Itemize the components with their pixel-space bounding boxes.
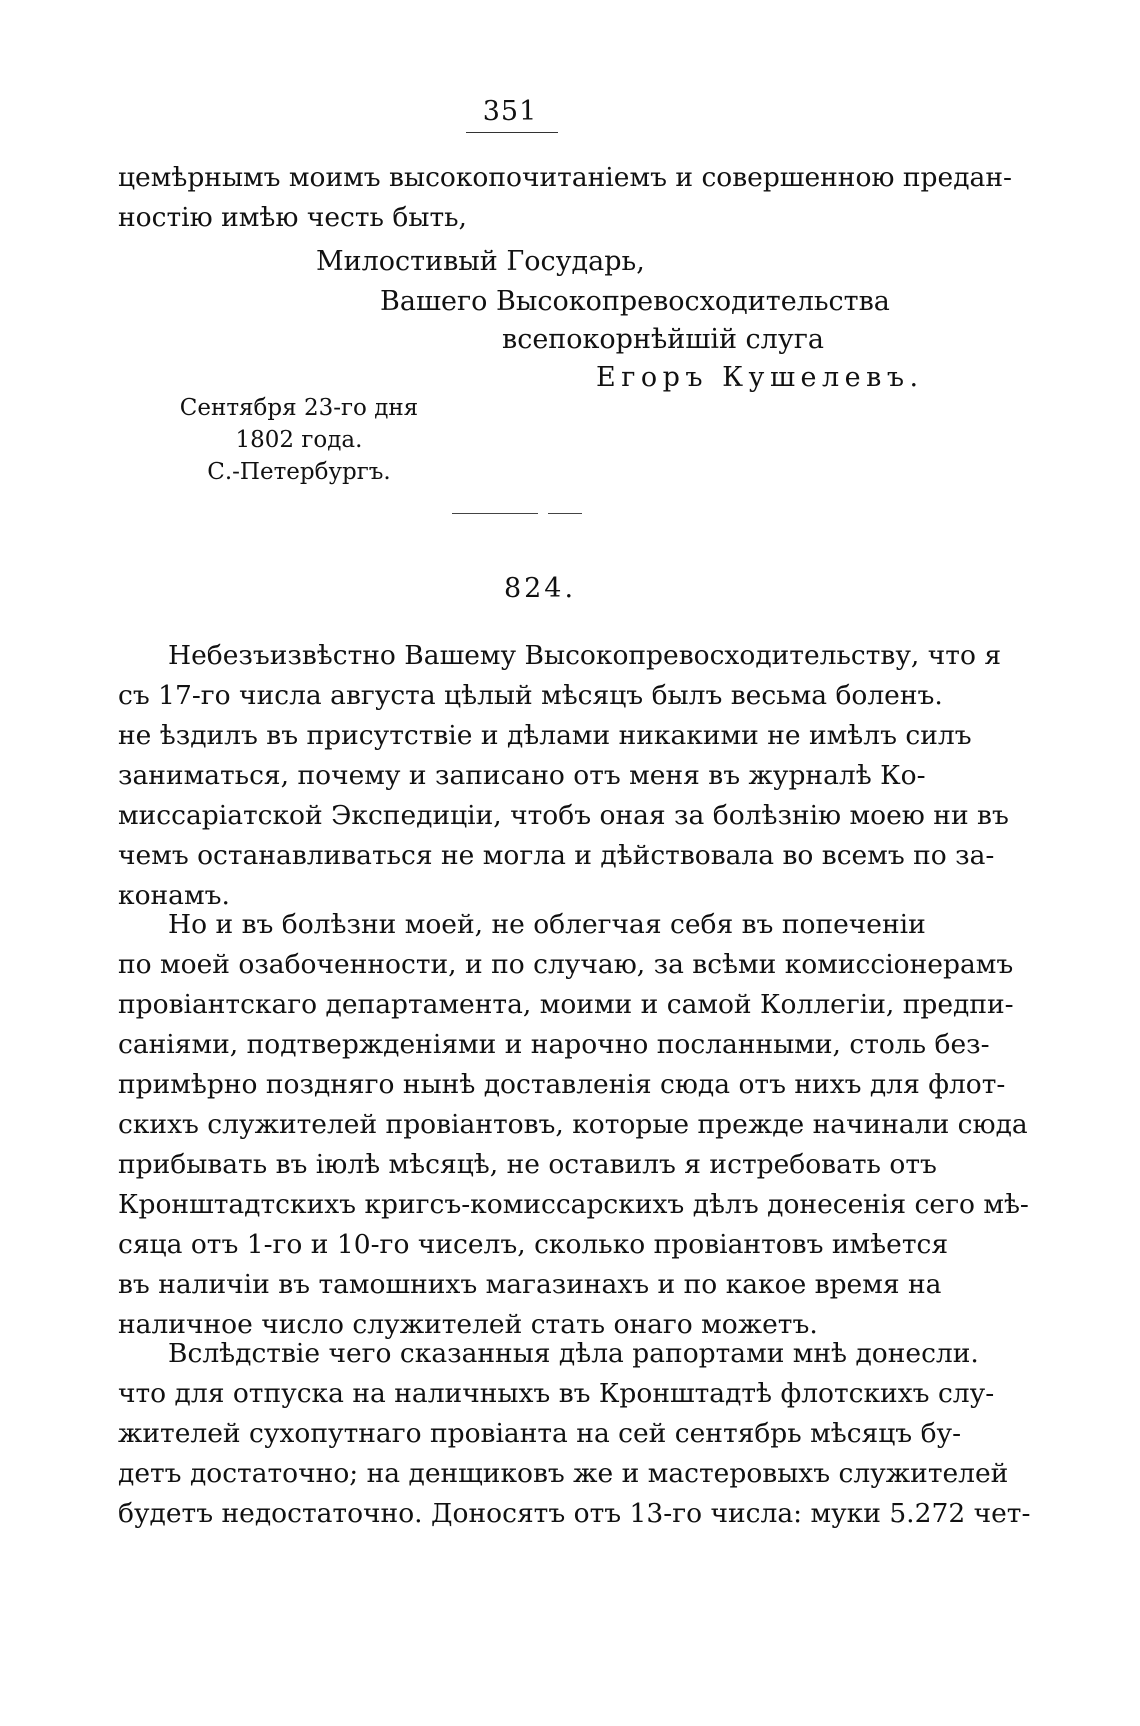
paragraph-line: детъ достаточно; на денщиковъ же и мастеровыхъ служителей	[118, 1458, 1009, 1489]
signature-salutation: Милостивый Государь,	[316, 246, 645, 277]
signature-servant: всепокорнѣйшій слуга	[502, 324, 824, 355]
paragraph-line: что для отпуска на наличныхъ въ Кронштадтѣ флотскихъ слу-	[118, 1378, 995, 1409]
paragraph-line: съ 17-го числа августа цѣлый мѣсяцъ былъ весьма боленъ.	[118, 680, 943, 711]
paragraph-line: провіантскаго департамента, моими и самой Коллегіи, предпи-	[118, 989, 1014, 1020]
paragraph-line: сяца отъ 1-го и 10-го чиселъ, сколько провіантовъ имѣется	[118, 1229, 949, 1260]
document-number: 824.	[503, 573, 577, 604]
paragraph-line: жителей сухопутнаго провіанта на сей сентябрь мѣсяцъ бу-	[118, 1418, 962, 1449]
paragraph-line: будетъ недостаточно. Доносятъ отъ 13-го числа: муки 5.272 чет-	[118, 1498, 1031, 1529]
paragraph-line: по моей озабоченности, и по случаю, за всѣми комиссіонерамъ	[118, 949, 1014, 980]
paragraph-line: конамъ.	[118, 880, 230, 911]
page-number: 351	[482, 96, 538, 127]
paragraph-line: Но и въ болѣзни моей, не облегчая себя въ попеченіи	[168, 909, 926, 940]
dateline-place: С.-Петербургъ.	[207, 459, 391, 485]
separator-rule	[452, 513, 538, 514]
paragraph-line: Кронштадтскихъ кригсъ-комиссарскихъ дѣлъ донесенія сего мѣ-	[118, 1189, 1029, 1220]
paragraph-line: скихъ служителей провіантовъ, которые прежде начинали сюда	[118, 1109, 1028, 1140]
paragraph-line: миссаріатской Экспедиціи, чтобъ оная за болѣзнію моею ни въ	[118, 800, 1009, 831]
closing-line: ностію имѣю честь быть,	[118, 202, 467, 233]
paragraph-line: заниматься, почему и записано отъ меня въ журналѣ Ко-	[118, 760, 926, 791]
signature-title: Вашего Высокопревосходительства	[380, 286, 890, 317]
paragraph-line: чемъ останавливаться не могла и дѣйствовала во всемъ по за-	[118, 840, 995, 871]
signature-name: Егоръ Кушелевъ.	[596, 362, 924, 393]
paragraph-line: прибывать въ іюлѣ мѣсяцѣ, не оставилъ я истребовать отъ	[118, 1149, 937, 1180]
paragraph-line: Небезъизвѣстно Вашему Высокопревосходительству, что я	[168, 640, 1002, 671]
separator-rule	[548, 513, 582, 514]
paragraph-line: въ наличіи въ тамошнихъ магазинахъ и по какое время на	[118, 1269, 942, 1300]
dateline-year: 1802 года.	[235, 427, 363, 453]
paragraph-line: наличное число служителей стать онаго можетъ.	[118, 1309, 818, 1340]
paragraph-line: Вслѣдствіе чего сказанныя дѣла рапортами мнѣ донесли.	[168, 1338, 979, 1369]
page-number-rule	[466, 132, 558, 133]
paragraph-line: саніями, подтвержденіями и нарочно посланными, столь без-	[118, 1029, 990, 1060]
paragraph-line: не ѣздилъ въ присутствіе и дѣлами никакими не имѣлъ силъ	[118, 720, 972, 751]
dateline-date: Сентября 23-го дня	[179, 395, 419, 421]
paragraph-line: примѣрно поздняго нынѣ доставленія сюда отъ нихъ для флот-	[118, 1069, 1006, 1100]
closing-line: цемѣрнымъ моимъ высокопочитаніемъ и совершенною предан-	[118, 162, 1012, 193]
